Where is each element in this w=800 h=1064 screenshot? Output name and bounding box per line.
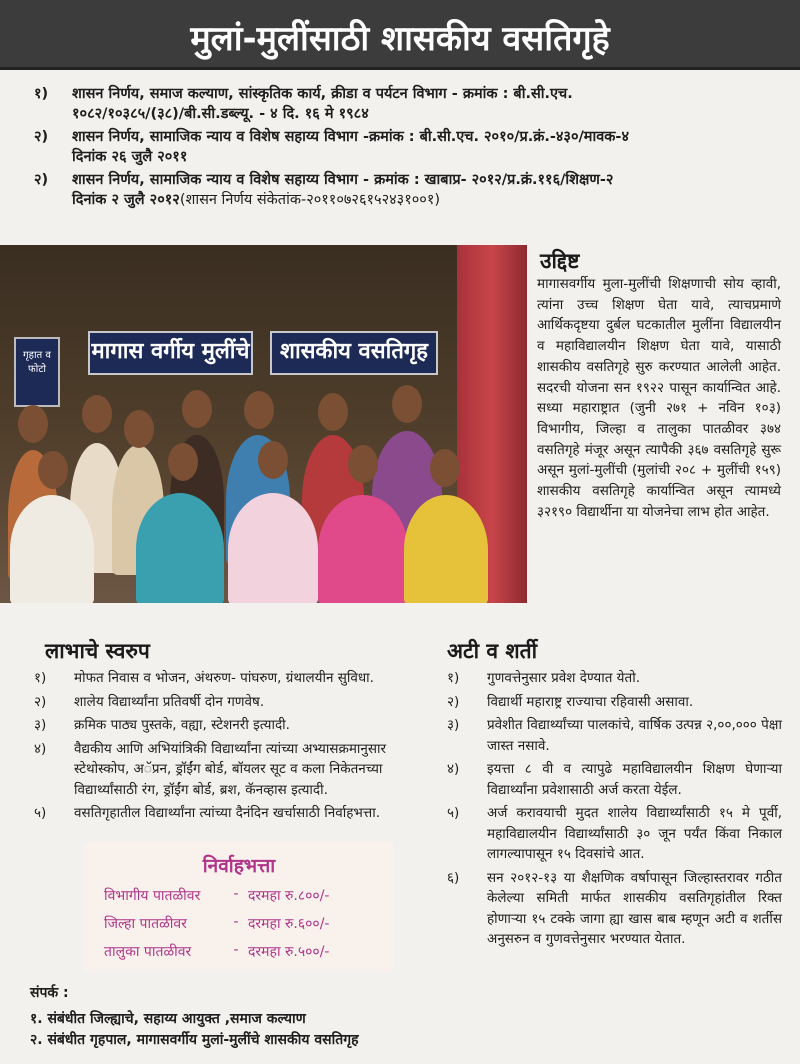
allowance-dash: -	[233, 886, 239, 902]
item-number: ४)	[34, 740, 47, 757]
list-item	[447, 668, 782, 689]
photo-person-head	[348, 445, 378, 483]
allowance-title: निर्वाहभत्ता	[202, 855, 276, 877]
reference-line: १०८२/१०३८५/(३८)/बी.सी.डब्ल्यू. - ४ दि. १६ मे १९८४	[72, 106, 369, 122]
photo-person-head	[18, 405, 48, 443]
list-item	[447, 759, 782, 800]
purpose-body: मागासवर्गीय मुला-मुलींची शिक्षणाची सोय व्हावी, त्यांना उच्च शिक्षण घेता यावे, त्याचप्रमाणे आर्थिकदृष्टया दुर्बल घटकातील मुलींना विद्यालयीन व महाविद्यालयीन शिक्षण घेता यावे, यासाठी शासकीय वसतिगृहे सुरु करण्यात आलेली आहेत. सदरची योजना सन १९२२ पासून कार्यान्वित आहे. सध्या महाराष्ट्रात (जुनी २७१ + नविन १०३) विभागीय, जिल्हा व तालुका पातळीवर ३७४ वसतिगृहे मंजूर असून त्यापैकी ३६७ वसतिगृहे सुरू असून मुलां-मुलींची (मुलांची २०८ + मुलींची १५९) शासकीय वसतिगृहे कार्यान्वित असून त्यामध्ये ३२१९० विद्यार्थीना या योजनेचा लाभ होत आहेत.	[537, 276, 781, 520]
reference-line: शासन निर्णय, समाज कल्याण, सांस्कृतिक कार्य, क्रीडा व पर्यटन विभाग - क्रमांक : बी.सी.एच.	[72, 86, 573, 102]
list-item	[447, 715, 782, 756]
government-references	[34, 84, 774, 213]
photo-person-head	[168, 443, 198, 481]
photo-person	[228, 493, 318, 603]
item-number: ५)	[34, 805, 47, 821]
allowance-row	[104, 886, 394, 905]
reference-item	[34, 127, 774, 167]
allowance-level: विभागीय पातळीवर	[104, 888, 201, 904]
allowance-row	[104, 914, 394, 933]
reference-item	[34, 84, 774, 124]
reference-line: शासन निर्णय, सामाजिक न्याय व विशेष सहाय्य विभाग - क्रमांक : खाबाप्र- २०१२/प्र.क्रं.११६/शिक्षण-२	[72, 172, 614, 188]
photo-person-head	[318, 393, 348, 431]
photo-person	[136, 493, 224, 603]
photo-person-head	[430, 449, 460, 487]
allowance-amount: दरमहा रु.६००/-	[248, 916, 330, 932]
benefits-title: लाभाचे स्वरुप	[45, 639, 150, 663]
item-text: वसतिगृहातील विद्यार्थ्यांना त्यांच्या दैनंदिन खर्चासाठी निर्वाहभत्ता.	[74, 805, 380, 821]
photo-person	[404, 495, 488, 603]
item-number: ४)	[447, 761, 460, 777]
item-number: १)	[34, 670, 47, 686]
item-number: २)	[447, 693, 460, 710]
photo-sign-left: मागास वर्गीय मुलींचे	[88, 331, 253, 375]
reference-number: २)	[34, 129, 49, 145]
contact-title: संपर्क :	[30, 985, 69, 1001]
reference-line: दिनांक २६ जुलै २०११	[72, 149, 188, 165]
allowance-amount: दरमहा रु.८००/-	[248, 888, 330, 904]
photo-person-head	[244, 391, 274, 429]
allowance-level: जिल्हा पातळीवर	[104, 916, 187, 932]
item-text: क्रमिक पाठ्य पुस्तके, वह्या, स्टेशनरी इत्यादी.	[74, 717, 290, 733]
photo-person-head	[82, 395, 112, 433]
item-text: शालेय विद्यार्थ्यांना प्रतिवर्षी दोन गणवेष.	[74, 693, 265, 710]
list-item	[447, 692, 782, 713]
reference-number: १)	[34, 86, 49, 102]
contact-section	[30, 983, 490, 1051]
reference-text	[72, 127, 774, 167]
conditions-list	[447, 668, 782, 953]
page-title: मुलां-मुलींसाठी शासकीय वसतिगृहे	[190, 19, 610, 59]
item-text: मोफत निवास व भोजन, अंथरुण- पांघरुण, ग्रंथालयीन सुविधा.	[74, 670, 374, 686]
list-item	[34, 692, 439, 713]
reference-number: २)	[34, 172, 49, 188]
purpose-title: उद्दिष्ट	[540, 249, 580, 273]
list-item	[34, 715, 439, 736]
item-number: ३)	[447, 717, 460, 733]
list-item	[447, 868, 782, 950]
photo-person-head	[38, 451, 68, 489]
benefits-list	[34, 668, 439, 827]
photo-person-head	[124, 410, 154, 448]
allowance-amount: दरमहा रु.५००/-	[248, 944, 330, 960]
allowance-row	[104, 942, 394, 961]
item-number: ५)	[447, 805, 460, 821]
photo-side-sign: गृहात व फोटो	[14, 337, 60, 407]
list-item	[34, 803, 439, 824]
item-number: २)	[34, 693, 47, 710]
item-number: ३)	[34, 717, 47, 733]
list-item	[34, 739, 439, 801]
item-number: ६)	[447, 869, 460, 886]
reference-text	[72, 84, 774, 124]
allowance-box	[84, 842, 394, 972]
photo-person-head	[182, 390, 212, 428]
allowance-dash: -	[233, 942, 239, 958]
photo-sign-right: शासकीय वसतिगृह	[270, 331, 438, 375]
conditions-title: अटी व शर्ती	[447, 639, 538, 663]
contact-line: १. संबंधीत जिल्ह्याचे, सहाय्य आयुक्त ,समाज कल्याण	[30, 1011, 306, 1027]
allowance-dash: -	[233, 914, 239, 930]
list-item	[34, 668, 439, 689]
reference-text	[72, 170, 774, 210]
reference-line	[72, 190, 774, 210]
item-text: प्रवेशीत विद्यार्थ्यांच्या पालकांचे, वार्षिक उत्पन्न २,००,००० पेक्षा जास्त नसावे.	[487, 717, 782, 754]
reference-line: शासन निर्णय, सामाजिक न्याय व विशेष सहाय्य विभाग -क्रमांक : बी.सी.एच. २०१०/प्र.क्रं.-४३०/मावक-४	[72, 129, 629, 145]
reference-code: (शासन निर्णय संकेतांक-२०११०७२६१५२४३१००१)	[179, 192, 441, 208]
item-text: विद्यार्थी महाराष्ट्र राज्याचा रहिवासी असावा.	[487, 693, 694, 710]
photo-person-head	[392, 385, 422, 423]
allowance-level: तालुका पातळीवर	[104, 944, 192, 960]
item-text: वैद्यकीय आणि अभियांत्रिकी विद्यार्थ्यांना त्यांच्या अभ्यासक्रमानुसार स्टेथोस्कोप, अॅप्रन, ड्रॉईंग बोर्ड, बॉयलर सूट व कला निकेतनच्या विद्यार्थ्यांसाठी रंग, ड्रॉईंग बोर्ड, ब्रश, कॅनव्हास इत्यादी.	[74, 740, 387, 798]
item-number: १)	[447, 670, 460, 686]
item-text: सन २०१२-१३ या शैक्षणिक वर्षापासून जिल्हास्तरावर गठीत केलेल्या समिती मार्फत शासकीय वसतिगृहांतील रिक्त होणाऱ्या १५ टक्के जागा ह्या खास बाब म्हणून अटी व शर्तीस अनुसरुन व गुणवत्तेनुसार भरण्यात येतात.	[487, 869, 782, 947]
page-header	[0, 0, 800, 70]
hostel-group-photo	[0, 245, 527, 603]
reference-item	[34, 170, 774, 210]
item-text: अर्ज करावयाची मुदत शालेय विद्यार्थ्यांसाठी १५ मे पूर्वी, महाविद्यालयीन विद्यार्थ्यांसाठी ३० जून पर्यंत किंवा निकाल लागल्यापासून १५ दिवसांचे आत.	[487, 805, 782, 862]
item-text: गुणवत्तेनुसार प्रवेश देण्यात येतो.	[487, 670, 640, 686]
item-text: इयत्ता ८ वी व त्यापुढे महाविद्यालयीन शिक्षण घेणाऱ्या विद्यार्थ्यांना प्रवेशासाठी अर्ज करता येईल.	[487, 761, 782, 798]
photo-person	[318, 495, 408, 603]
photo-person-head	[258, 441, 288, 479]
reference-date: दिनांक २ जुलै २०१२	[72, 192, 180, 208]
photo-person	[10, 495, 94, 603]
list-item	[447, 803, 782, 865]
contact-line: २. संबंधीत गृहपाल, मागासवर्गीय मुलां-मुलींचे शासकीय वसतिगृह	[30, 1032, 359, 1048]
